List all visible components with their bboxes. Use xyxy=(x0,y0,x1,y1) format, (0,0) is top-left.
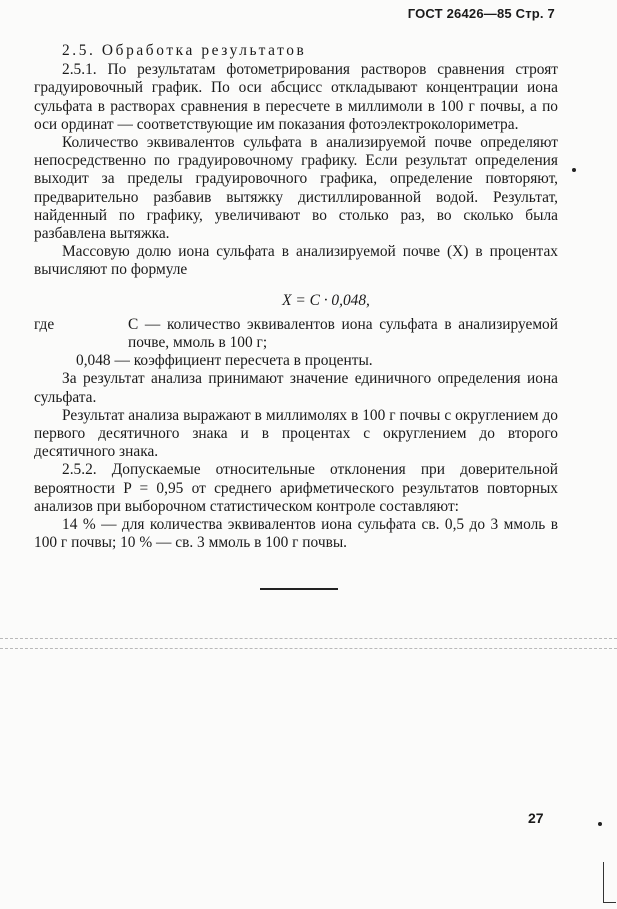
paragraph-result-single: За результат анализа принимают значение единичного определения иона сульфата. xyxy=(34,370,558,406)
where-label: где xyxy=(34,315,55,333)
page-number: 27 xyxy=(528,810,544,826)
section-title: 2.5. Обработка результатов xyxy=(62,42,307,59)
where-c-definition xyxy=(34,316,558,352)
paragraph-2-5-2: 2.5.2. Допускаемые относительные отклонения при доверительной вероятности P = 0,95 от среднего арифметического результатов повторных анализов при выборочном статистическом контроле составляют: xyxy=(34,461,558,515)
where-c-text: C — количество эквивалентов иона сульфата в анализируемой почве, ммоль в 100 г; xyxy=(128,315,558,352)
paragraph-mass-fraction: Массовую долю иона сульфата в анализируемой почве (X) в процентах вычисляют по формуле xyxy=(34,243,558,279)
formula: X = C · 0,048, xyxy=(282,291,370,309)
document-body xyxy=(34,42,558,552)
paragraph-2-5-1: 2.5.1. По результатам фотометрирования растворов сравнения строят градуировочный график. По оси абсцисс откладывают концентрации иона сульфата в растворах сравнения в пересчете в миллимоли в 100 г почвы, а по оси ординат — соответствующие им показания фотоэлектроколориметра. xyxy=(34,61,558,133)
page-corner-mark xyxy=(603,862,616,903)
scan-speck-1 xyxy=(572,168,576,172)
page-header: ГОСТ 26426—85 Стр. 7 xyxy=(407,6,555,21)
end-rule xyxy=(260,588,338,590)
fold-line-1 xyxy=(0,638,617,639)
paragraph-sulfate-quantity: Количество эквивалентов сульфата в анализируемой почве определяют непосредственно по градуировочному графику. Если результат определения выходит за пределы градуировочного графика, определение повторяют, предварительно разбавив вытяжку дистиллированной водой. Результат, найденный по графику, увеличивают во столько раз, во сколько была разбавлена вытяжка. xyxy=(34,134,558,243)
scan-speck-2 xyxy=(598,822,602,826)
paragraph-result-units: Результат анализа выражают в миллимолях в 100 г почвы с округлением до первого десятичного знака и в процентах с округлением до второго десятичного знака. xyxy=(34,406,558,461)
fold-line-2 xyxy=(0,648,617,649)
where-coefficient-definition: 0,048 — коэффициент пересчета в проценты. xyxy=(76,352,373,370)
paragraph-deviations: 14 % — для количества эквивалентов иона сульфата св. 0,5 до 3 ммоль в 100 г почвы; 10 % — св. 3 ммоль в 100 г почвы. xyxy=(34,516,558,552)
